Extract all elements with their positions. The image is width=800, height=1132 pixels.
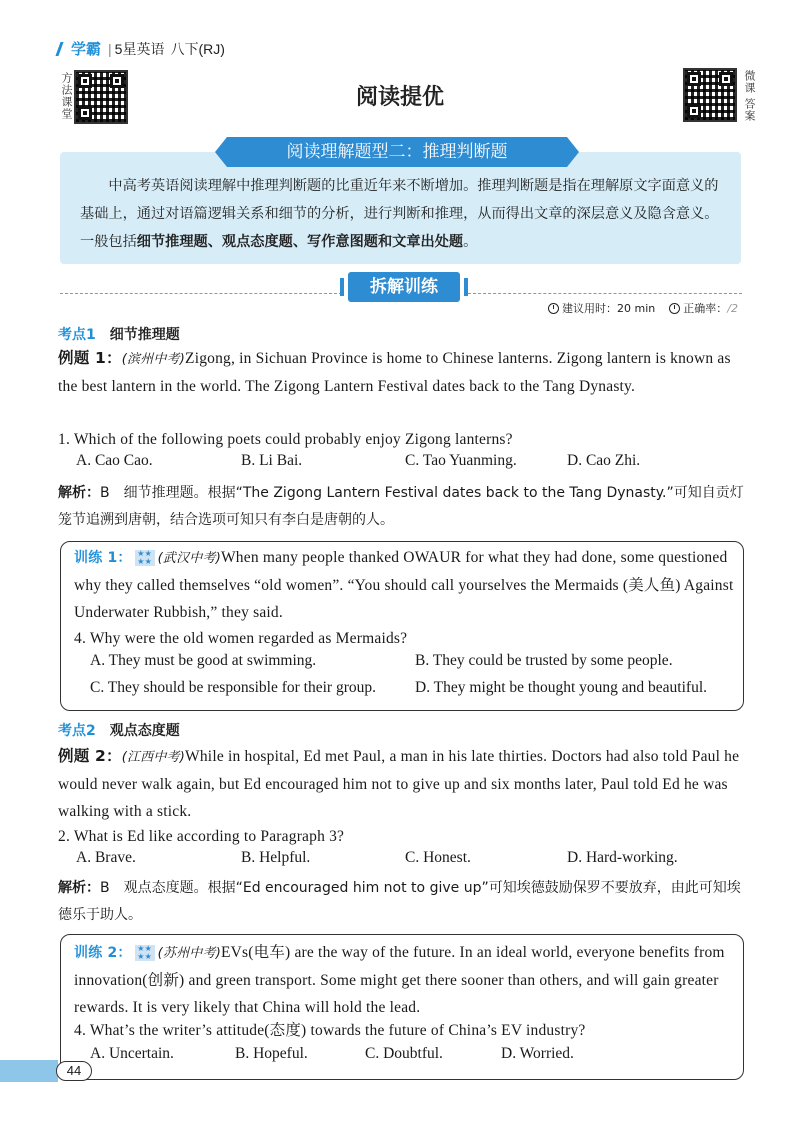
option-a[interactable]: A. Brave. xyxy=(76,849,136,866)
option-d[interactable]: D. Hard-working. xyxy=(567,849,678,866)
option-a[interactable]: A. Cao Cao. xyxy=(76,452,153,469)
training-2-passage: 训练 2： ★★ ★★ (苏州中考)EVs(电车) are the way of the future. In an ideal world, everyone benefits from innovation(创新) and green transport. Some might get there sooner than others, and will gain greater rewards. It is very likely that China will hold the lead. xyxy=(74,944,725,1016)
option-b[interactable]: B. Hopeful. xyxy=(235,1045,308,1062)
option-b[interactable]: B. They could be trusted by some people. xyxy=(415,652,673,669)
type-banner: 阅读理解题型二：推理判断题 xyxy=(227,137,567,167)
kd-title: 细节推理题 xyxy=(109,327,180,343)
example-1-passage: 例题 1：(滨州中考)Zigong, in Sichuan Province is home to Chinese lanterns. Zigong lantern is known as the best lantern in the world. The Zigong Lantern Festival dates back to the Tang Dynasty. xyxy=(58,349,731,395)
series-name: 5星英语 xyxy=(114,40,165,57)
option-c[interactable]: C. Honest. xyxy=(405,849,471,866)
header-brand xyxy=(58,38,225,59)
meta-info xyxy=(548,300,738,316)
option-c[interactable]: C. Doubtful. xyxy=(365,1045,443,1062)
training-1-passage: 训练 1： ★★ ★★ (武汉中考)When many people thanked OWAUR for what they had done, some questioned why they called themselves “old women”. “You should call yourselves the Mermaids (美人鱼) Against Underwater Rubbish,” they said. xyxy=(74,549,734,621)
accuracy: 正确率：/2 xyxy=(669,300,738,316)
time-suggestion: 建议用时：20 min xyxy=(548,300,655,316)
intro-bold-types: 细节推理题、观点态度题、写作意图题和文章出处题 xyxy=(136,234,464,250)
option-d[interactable]: D. Worried. xyxy=(501,1045,574,1062)
example-2-analysis: 解析：B 观点态度题。根据“Ed encouraged him not to give up”可知埃德鼓励保罗不要放弃，由此可知埃德乐于助人。 xyxy=(58,880,741,923)
qr-label-right: 微课 答案 xyxy=(743,70,755,123)
option-c[interactable]: C. Tao Yuanming. xyxy=(405,452,517,469)
page-title: 阅读提优 xyxy=(355,85,444,110)
option-d[interactable]: D. They might be thought young and beautiful. xyxy=(415,679,708,696)
training-1-question: 4. Why were the old women regarded as Mermaids? xyxy=(74,630,408,647)
difficulty-stars-icon: ★★ ★★ xyxy=(135,945,155,961)
kd-label: 考点2 xyxy=(58,723,96,739)
difficulty-stars-icon: ★★ ★★ xyxy=(135,550,155,566)
divider: | xyxy=(108,40,112,57)
qr-label-left: 方法课堂 xyxy=(60,72,72,120)
example-1-question: 1. Which of the following poets could probably enjoy Zigong lanterns? xyxy=(58,431,513,448)
option-a[interactable]: A. They must be good at swimming. xyxy=(90,652,317,669)
qr-code-right-icon[interactable] xyxy=(683,68,737,122)
clock-icon xyxy=(548,303,559,314)
option-d[interactable]: D. Cao Zhi. xyxy=(567,452,641,469)
training-2-question: 4. What’s the writer’s attitude(态度) towards the future of China’s EV industry? xyxy=(74,1022,586,1039)
section-heading-2 xyxy=(58,718,744,745)
example-1-analysis: 解析：B 细节推理题。根据“The Zigong Lantern Festival dates back to the Tang Dynasty.”可知自贡灯笼节追溯到唐朝，结合选项可知只有李白是唐朝的人。 xyxy=(58,485,744,528)
example-2-passage: 例题 2：(江西中考)While in hospital, Ed met Paul, a man in his late thirties. Doctors had also told Paul he would never walk again, but Ed encouraged him not to give up and six months later, Paul told Ed he was walking with a stick. xyxy=(58,747,740,820)
kd-title: 观点态度题 xyxy=(109,723,180,739)
brand-name: 学霸 xyxy=(71,41,102,58)
option-b[interactable]: B. Li Bai. xyxy=(241,452,303,469)
intro-text: 中高考英语阅读理解中推理判断题的比重近年来不断增加。推理判断题是指在理解原文字面意义的基础上，通过对语篇逻辑关系和细节的分析，进行判断和推理，从而得出文章的深层意义及隐含意义。一般包括细节推理题、观点态度题、写作意图题和文章出处题。 xyxy=(80,178,719,250)
train-banner: 拆解训练 xyxy=(348,272,460,302)
option-a[interactable]: A. Uncertain. xyxy=(90,1045,174,1062)
example-2-question: 2. What is Ed like according to Paragraph 3? xyxy=(58,828,345,845)
page-number: 44 xyxy=(56,1061,92,1081)
book-name: 八下(RJ) xyxy=(170,40,225,57)
dashed-divider-left xyxy=(60,293,342,294)
dashed-divider-right xyxy=(468,293,742,294)
option-c[interactable]: C. They should be responsible for their group. xyxy=(90,679,376,696)
brand-logo-icon xyxy=(55,42,70,56)
check-circle-icon xyxy=(669,303,680,314)
footer-bar xyxy=(0,1060,58,1082)
option-b[interactable]: B. Helpful. xyxy=(241,849,311,866)
kd-label: 考点1 xyxy=(58,327,96,343)
